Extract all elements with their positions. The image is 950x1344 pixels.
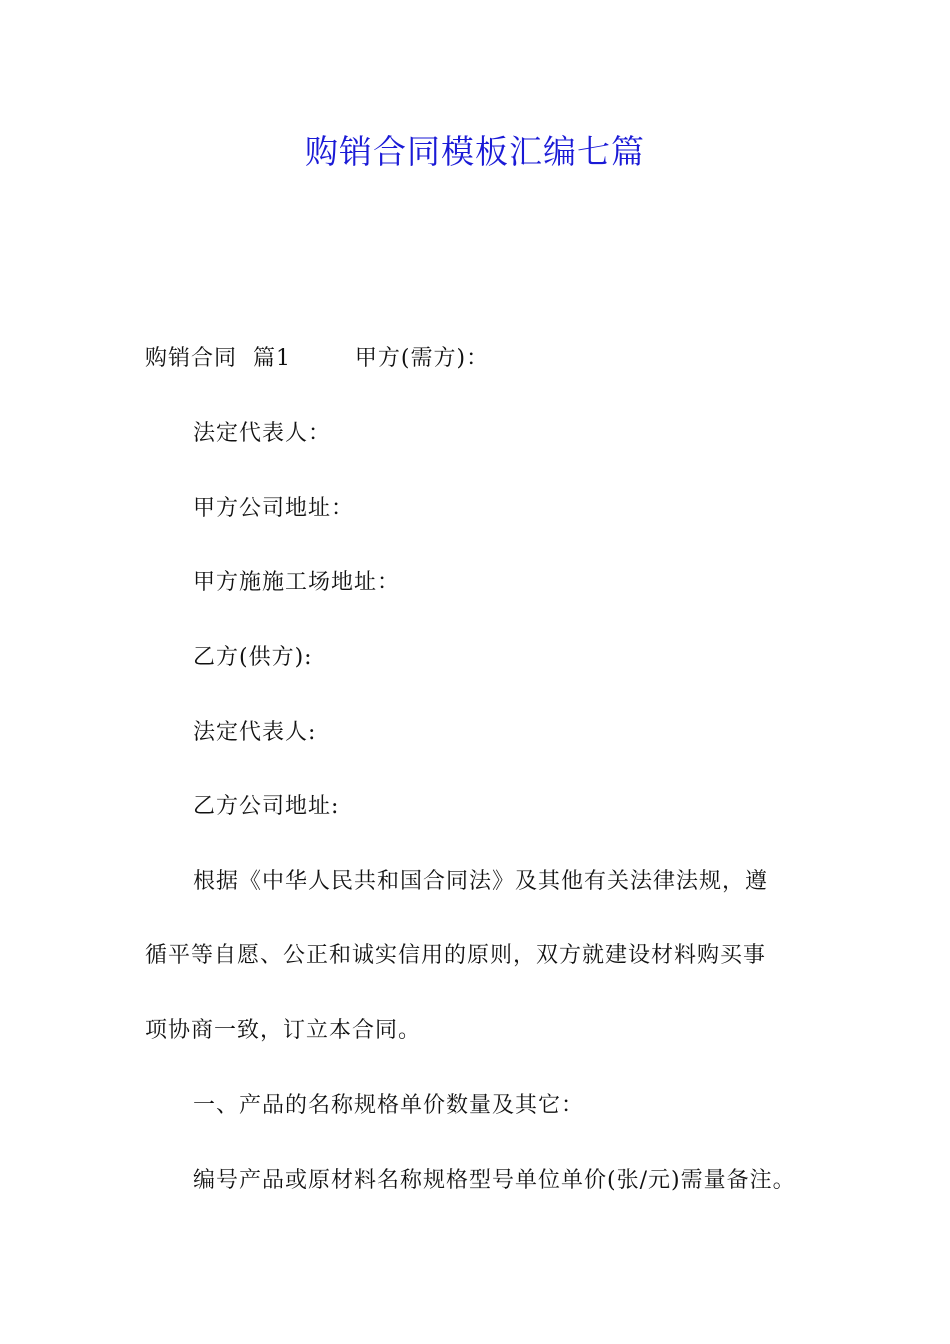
preamble-paragraph-line-2: 循平等自愿、公正和诚实信用的原则，双方就建设材料购买事 bbox=[145, 943, 767, 968]
party-a-company-address: 甲方公司地址： bbox=[193, 496, 355, 521]
party-b-legal-representative: 法定代表人: bbox=[193, 720, 317, 745]
product-table-header-text: 编号产品或原材料名称规格型号单位单价(张/元)需量备注。 bbox=[193, 1168, 796, 1193]
contract-heading-party-a: 购销合同 篇1 甲方(需方)： bbox=[145, 346, 490, 371]
party-a-legal-representative: 法定代表人： bbox=[193, 421, 332, 446]
party-b-company-address: 乙方公司地址: bbox=[193, 794, 340, 819]
preamble-paragraph-line-3: 项协商一致，订立本合同。 bbox=[145, 1018, 422, 1043]
party-b-supplier: 乙方(供方): bbox=[193, 645, 313, 670]
party-a-site-address: 甲方施施工场地址： bbox=[193, 570, 401, 595]
section-one-heading: 一、产品的名称规格单价数量及其它： bbox=[193, 1093, 585, 1118]
document-title: 购销合同模板汇编七篇 bbox=[305, 132, 645, 171]
preamble-paragraph-line-1: 根据《中华人民共和国合同法》及其他有关法律法规，遵 bbox=[193, 869, 769, 894]
